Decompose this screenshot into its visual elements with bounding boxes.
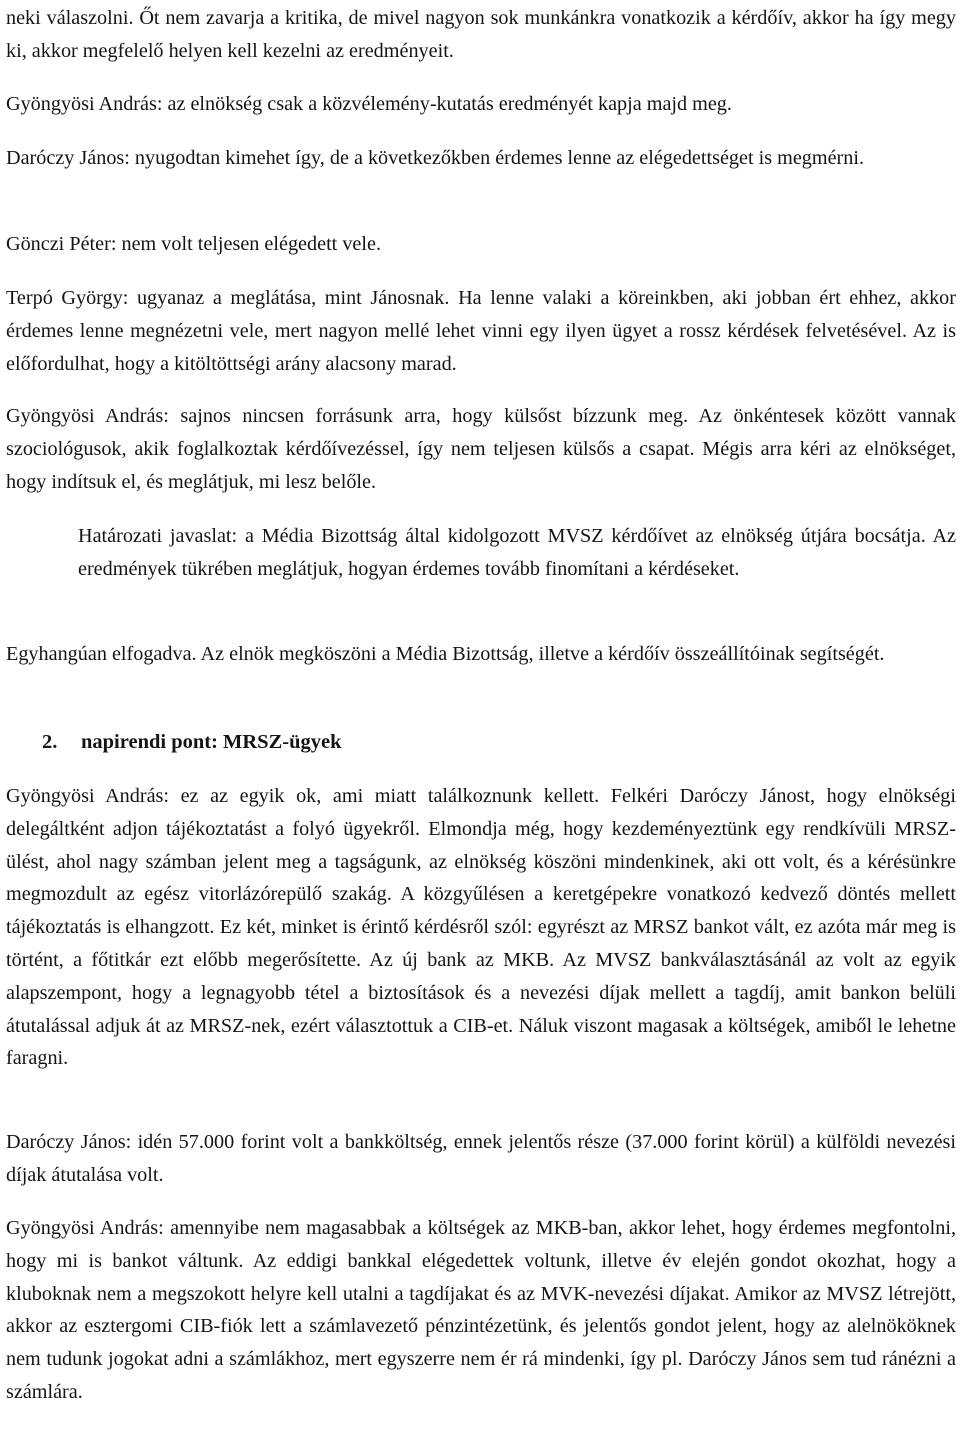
paragraph-10: Daróczy János: idén 57.000 forint volt a bankköltség, ennek jelentős része (37.000 forint körül) a külföldi nevezési díjak átutalása volt. — [6, 1131, 956, 1186]
paragraph-9: Gyöngyösi András: ez az egyik ok, ami miatt találkoznunk kellett. Felkéri Daróczy Jánost, hogy elnökségi delegáltként adjon tájékoztatást a folyó ügyekről. Elmondja még, hogy kezdeményeztünk egy rendkívüli MRSZ-ülést, ahol nagy számban jelent meg a tagságunk, az elnökség köszöni mindenkinek, aki ott volt, és a kérésünkre megmozdult az egész vitorlázórepülő szakág. A közgyűlésen a keretgépekre vonatkozó kedvező döntés mellett tájékoztatás is elhangzott. Ez két, minket is érintő kérdésről szól: egyrészt az MRSZ bankot vált, ez azóta már meg is történt, a főtitkár ezt előbb megerősítette. Az új bank az MKB. Az MVSZ bankválasztásánál az volt az egyik alapszempont, hogy a legnagyobb tétel a biztosítások és a nevezési díjak mellett a tagdíj, amit bankon belüli átutalással adjuk át az MRSZ-nek, ezért választottuk a CIB-et. Náluk viszont magasak a költségek, amiből le lehetne faragni. — [6, 785, 956, 1070]
resolution-proposal: Határozati javaslat: a Média Bizottság által kidolgozott MVSZ kérdőívet az elnökség útjára bocsátja. Az eredmények tükrében meglátjuk, hogyan érdemes tovább finomítani a kérdéseket. — [78, 525, 956, 580]
heading-number: 2. — [42, 731, 58, 753]
heading-title: napirendi pont: MRSZ-ügyek — [81, 731, 342, 753]
paragraph-5: Terpó György: ugyanaz a meglátása, mint Jánosnak. Ha lenne valaki a köreinkben, aki jobban ért ehhez, akkor érdemes lenne megnézetni vele, mert nagyon mellé lehet vinni egy ilyen ügyet a rossz kérdések felvetésével. Az is előfordulhat, hogy a kitöltöttségi arány alacsony marad. — [6, 287, 956, 375]
paragraph-1: neki válaszolni. Őt nem zavarja a kritika, de mivel nagyon sok munkánkra vonatkozik a kérdőív, akkor ha így megy ki, akkor megfelelő helyen kell kezelni az eredményeit. — [6, 7, 956, 62]
document-page — [6, 0, 956, 1436]
paragraph-11: Gyöngyösi András: amennyibe nem magasabbak a költségek az MKB-ban, akkor lehet, hogy érdemes megfontolni, hogy mi is bankot váltunk. Az eddigi bankkal elégedettek voltunk, illetve év elején gondot okozhat, hogy a kluboknak nem a megszokott helyre kell utalni a tagdíjakat és az MVK-nevezési díjakat. Amikor az MVSZ létrejött, akkor az esztergomi CIB-fiók lett a számlavezető pénzintézetünk, és jelentős gondot jelent, hogy az alelnököknek nem tudunk jogokat adni a számlákhoz, mert egyszerre nem ér rá mindenki, így pl. Daróczy János sem tud ránézni a számlára. — [6, 1217, 956, 1403]
paragraph-4: Gönczi Péter: nem volt teljesen elégedett vele. — [6, 233, 382, 255]
section-heading — [42, 726, 956, 759]
paragraph-2: Gyöngyösi András: az elnökség csak a közvélemény-kutatás eredményét kapja majd meg. — [6, 93, 732, 115]
paragraph-8: Egyhangúan elfogadva. Az elnök megköszöni a Média Bizottság, illetve a kérdőív összeállítóinak segítségét. — [6, 643, 885, 665]
paragraph-6: Gyöngyösi András: sajnos nincsen forrásunk arra, hogy külsőst bízzunk meg. Az önkéntesek között vannak szociológusok, akik foglalkoztak kérdőívezéssel, így nem teljesen külsős a csapat. Mégis arra kéri az elnökséget, hogy indítsuk el, és meglátjuk, mi lesz belőle. — [6, 405, 956, 493]
paragraph-3: Daróczy János: nyugodtan kimehet így, de a következőkben érdemes lenne az elégedettséget is megmérni. — [6, 147, 865, 169]
